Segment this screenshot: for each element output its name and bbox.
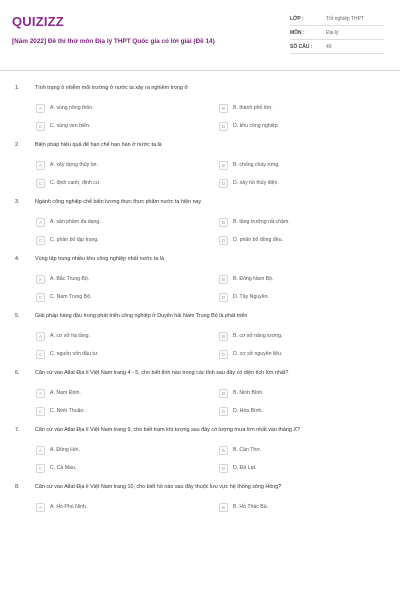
answer-option-a[interactable]	[36, 273, 205, 285]
answer-option-a[interactable]	[36, 102, 205, 114]
option-text: B. Đông Nam Bộ.	[233, 276, 274, 282]
question-list	[12, 71, 388, 513]
answer-option-c[interactable]	[36, 405, 205, 417]
option-text: A. vùng nông thôn.	[50, 105, 94, 111]
question-number: 7.	[15, 427, 20, 433]
answer-option-c[interactable]	[36, 462, 205, 474]
option-text: A. sản phẩm đa dạng.	[50, 219, 101, 225]
question-number: 1.	[15, 85, 20, 91]
question-number: 4.	[15, 256, 20, 262]
answer-options	[36, 330, 388, 360]
question-text-row	[12, 198, 388, 206]
answer-option-d[interactable]	[219, 234, 388, 246]
meta-value: Địa lý	[326, 29, 339, 36]
option-text: B. thành phố lớn.	[233, 105, 273, 111]
option-key-box: D	[219, 350, 228, 359]
option-text: D. cơ sở nguyên liệu.	[233, 351, 283, 357]
option-key-box: C	[36, 350, 45, 359]
answer-options	[36, 102, 388, 132]
option-key-box: B	[219, 104, 228, 113]
answer-option-d[interactable]	[219, 405, 388, 417]
meta-table	[290, 12, 384, 54]
option-text: D. Đà Lạt.	[233, 465, 257, 471]
answer-option-c[interactable]	[36, 177, 205, 189]
answer-option-b[interactable]	[219, 216, 388, 228]
option-text: B. Ninh Bình.	[233, 390, 264, 396]
option-text: C. Cà Mau.	[50, 465, 77, 471]
option-text: B. tăng trưởng rất chậm.	[233, 219, 290, 225]
option-key-box: D	[219, 407, 228, 416]
answer-options	[36, 216, 388, 246]
option-key-box: A	[36, 389, 45, 398]
brand-logo: QUIZIZZ	[12, 14, 64, 29]
option-text: B. Cần Thơ.	[233, 447, 262, 453]
option-key-box: A	[36, 218, 45, 227]
answer-option-d[interactable]	[219, 177, 388, 189]
question-item	[12, 369, 388, 417]
answer-option-b[interactable]	[219, 273, 388, 285]
question-number: 2.	[15, 142, 20, 148]
question-text: Tình trạng ô nhiễm môi trường ở nước ta xảy ra nghiêm trọng ở	[35, 85, 188, 91]
answer-option-a[interactable]	[36, 501, 205, 513]
option-key-box: C	[36, 179, 45, 188]
answer-option-b[interactable]	[219, 444, 388, 456]
option-key-box: B	[219, 332, 228, 341]
answer-option-d[interactable]	[219, 291, 388, 303]
option-text: D. Tây Nguyên.	[233, 294, 269, 300]
answer-option-a[interactable]	[36, 330, 205, 342]
question-text: Căn cứ vào Atlat Địa lí Việt Nam trang 10, cho biết hồ nào sau đây thuộc lưu vực hệ thống sông Hồng?	[35, 484, 282, 490]
worksheet-header	[12, 8, 388, 54]
question-item	[12, 198, 388, 246]
answer-options	[36, 159, 388, 189]
option-key-box: C	[36, 122, 45, 131]
answer-option-a[interactable]	[36, 444, 205, 456]
question-item	[12, 426, 388, 474]
answer-options	[36, 501, 388, 513]
answer-option-c[interactable]	[36, 234, 205, 246]
answer-option-b[interactable]	[219, 102, 388, 114]
option-text: A. cơ sở hạ tầng.	[50, 333, 90, 339]
question-number: 6.	[15, 370, 20, 376]
option-text: A. Bắc Trung Bộ.	[50, 276, 90, 282]
question-text: Ngành công nghiệp chế biến lương thực thực phẩm nước ta hiện nay	[35, 199, 202, 205]
answer-option-c[interactable]	[36, 348, 205, 360]
answer-option-c[interactable]	[36, 120, 205, 132]
meta-row-class	[290, 12, 384, 26]
question-text: Biện pháp hiệu quả để hạn chế hạn hán ở nước ta là	[35, 142, 162, 148]
question-text: Giải pháp hàng đầu trong phát triển công nghiệp ở Duyên hải Nam Trung Bộ là phát triển	[35, 313, 248, 319]
meta-row-count	[290, 40, 384, 54]
question-text-row	[12, 84, 388, 92]
meta-label: LỚP :	[290, 15, 304, 22]
answer-option-d[interactable]	[219, 348, 388, 360]
option-text: D. phân bố đồng đều.	[233, 237, 283, 243]
answer-option-b[interactable]	[219, 387, 388, 399]
option-key-box: B	[219, 218, 228, 227]
meta-label: SỐ CÂU :	[290, 43, 313, 50]
option-key-box: A	[36, 104, 45, 113]
question-number: 3.	[15, 199, 20, 205]
option-text: D. khu công nghiệp.	[233, 123, 280, 129]
option-key-box: B	[219, 503, 228, 512]
option-text: C. nguồn vốn đầu tư.	[50, 351, 99, 357]
option-key-box: C	[36, 407, 45, 416]
question-text-row	[12, 426, 388, 434]
option-text: A. Hồ Phú Ninh.	[50, 504, 88, 510]
option-key-box: C	[36, 293, 45, 302]
option-key-box: B	[219, 275, 228, 284]
option-key-box: A	[36, 446, 45, 455]
question-item	[12, 483, 388, 513]
meta-value: 40	[326, 43, 332, 50]
question-text: Vùng tập trung nhiều khu công nghiệp nhất nước ta là	[35, 256, 165, 262]
question-item	[12, 255, 388, 303]
option-text: A. Nam Định.	[50, 390, 81, 396]
question-text-row	[12, 483, 388, 491]
option-text: B. Hồ Thác Bà.	[233, 504, 269, 510]
answer-option-a[interactable]	[36, 159, 205, 171]
question-text-row	[12, 369, 388, 377]
option-text: B. chống cháy rừng.	[233, 162, 280, 168]
option-text: C. Ninh Thuận.	[50, 408, 85, 414]
option-key-box: D	[219, 293, 228, 302]
question-text: Căn cứ vào Atlat Địa lí Việt Nam trang 4 - 5, cho biết tỉnh nào trong các tỉnh sau đây có diện tích lớn nhất?	[35, 370, 289, 376]
option-key-box: C	[36, 236, 45, 245]
option-key-box: A	[36, 503, 45, 512]
answer-option-b[interactable]	[219, 501, 388, 513]
meta-value: Tốt nghiệp THPT	[326, 15, 364, 22]
option-text: C. phân bố tập trung.	[50, 237, 99, 243]
answer-option-a[interactable]	[36, 216, 205, 228]
question-text-row	[12, 312, 388, 320]
question-number: 8.	[15, 484, 20, 490]
meta-row-subject	[290, 26, 384, 40]
question-number: 5.	[15, 313, 20, 319]
question-item	[12, 141, 388, 189]
option-key-box: D	[219, 236, 228, 245]
answer-option-b[interactable]	[219, 330, 388, 342]
option-text: C. Nam Trung Bộ.	[50, 294, 92, 300]
worksheet-title: [Năm 2022] Đề thi thử môn Địa lý THPT Quốc gia có lời giải (Đề 14)	[12, 38, 215, 45]
option-key-box: A	[36, 275, 45, 284]
option-key-box: D	[219, 122, 228, 131]
option-text: C. vùng ven biển.	[50, 123, 91, 129]
option-key-box: D	[219, 464, 228, 473]
option-key-box: C	[36, 464, 45, 473]
header-left	[12, 8, 215, 45]
option-text: B. cơ sở năng lượng.	[233, 333, 283, 339]
option-text: D. xây hồ thủy điện.	[233, 180, 279, 186]
option-key-box: D	[219, 179, 228, 188]
option-text: A. xây dựng thủy lợi.	[50, 162, 98, 168]
option-key-box: B	[219, 446, 228, 455]
answer-options	[36, 387, 388, 417]
option-text: A. Đồng Hới.	[50, 447, 80, 453]
option-key-box: B	[219, 161, 228, 170]
answer-option-c[interactable]	[36, 291, 205, 303]
answer-option-d[interactable]	[219, 462, 388, 474]
question-item	[12, 312, 388, 360]
option-text: C. định canh, định cư.	[50, 180, 101, 186]
option-key-box: A	[36, 332, 45, 341]
answer-options	[36, 273, 388, 303]
question-text: Căn cứ vào Atlat Địa lí Việt Nam trang 9, cho biết trạm khí tượng sau đây có lượng mưa lớn nhất vào tháng X?	[35, 427, 300, 433]
question-text-row	[12, 255, 388, 263]
answer-option-b[interactable]	[219, 159, 388, 171]
question-item	[12, 84, 388, 132]
answer-options	[36, 444, 388, 474]
meta-label: MÔN :	[290, 29, 305, 36]
option-key-box: B	[219, 389, 228, 398]
question-text-row	[12, 141, 388, 149]
option-key-box: A	[36, 161, 45, 170]
option-text: D. Hòa Bình.	[233, 408, 263, 414]
answer-option-d[interactable]	[219, 120, 388, 132]
answer-option-a[interactable]	[36, 387, 205, 399]
